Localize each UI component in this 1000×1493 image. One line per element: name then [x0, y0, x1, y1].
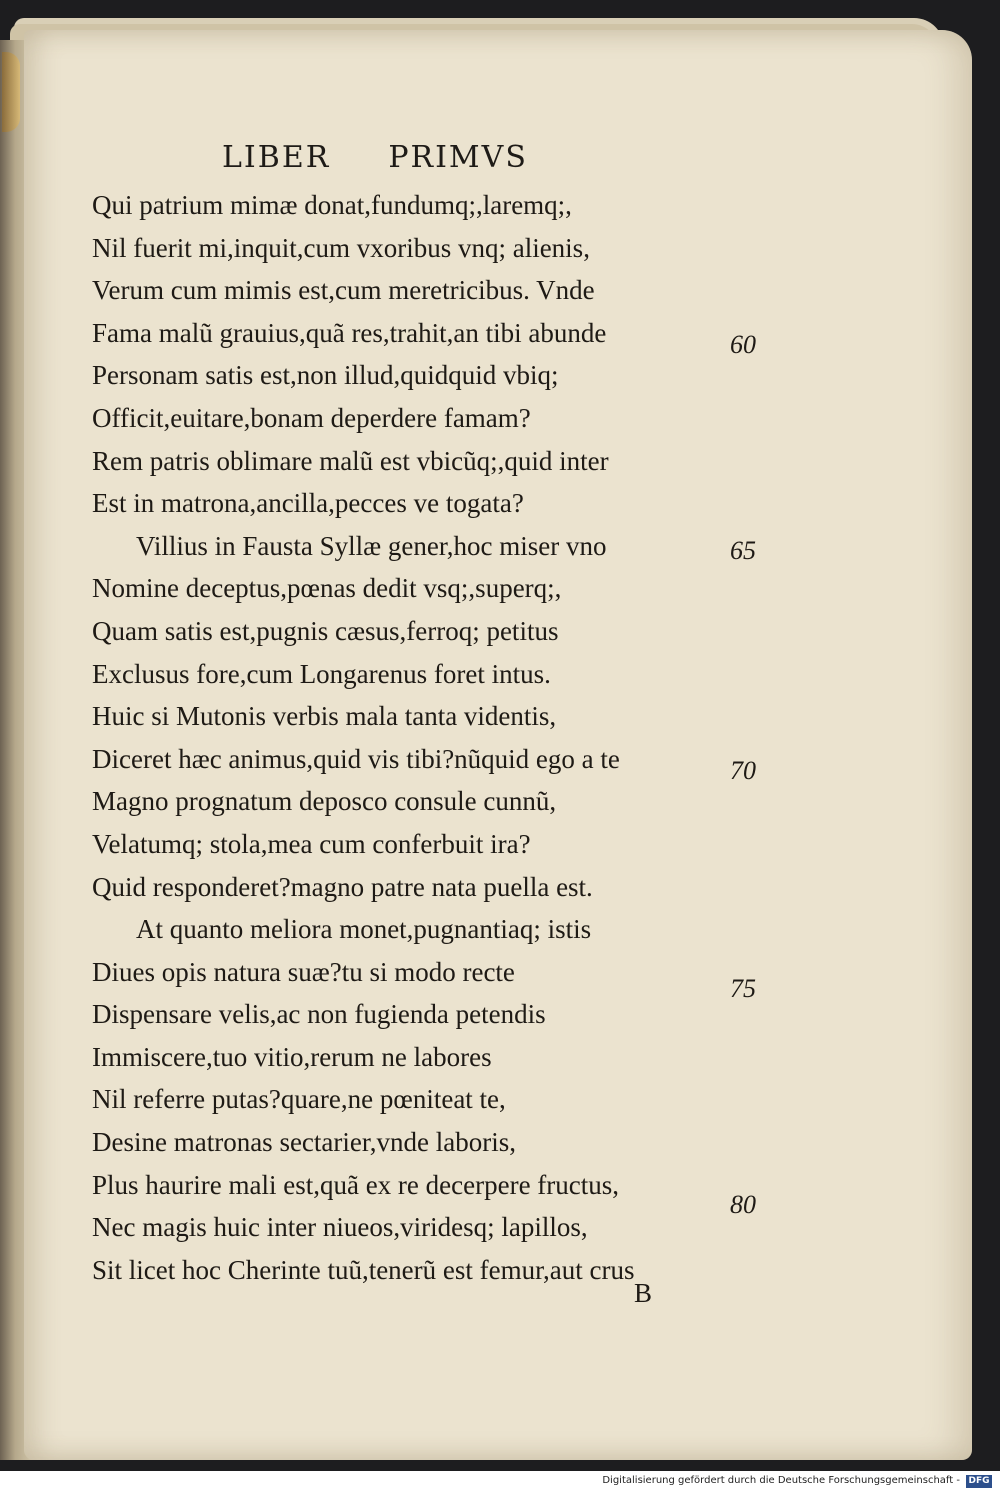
verse-line: Nec magis huic inter niueos,viridesq; lapillos,: [92, 1212, 588, 1243]
verse-block: [92, 184, 732, 1291]
verse-line: At quanto meliora monet,pugnantiaq; istis: [136, 914, 592, 945]
header-word-primus: PRIMVS: [388, 140, 528, 175]
verse-line: Quid responderet?magno patre nata puella est.: [92, 871, 593, 902]
verse-line: Immiscere,tuo vitio,rerum ne labores: [92, 1041, 492, 1072]
verse-line: Verum cum mimis est,cum meretricibus. Vnde: [92, 275, 595, 306]
line-number-75: 75: [730, 974, 756, 1003]
line-number-60: 60: [730, 330, 756, 359]
book-page: [24, 30, 972, 1460]
footer-bar: [0, 1471, 1000, 1493]
verse-line: Nil referre putas?quare,ne pœniteat te,: [92, 1084, 506, 1115]
verse-line: Nil fuerit mi,inquit,cum vxoribus vnq; alienis,: [92, 232, 590, 263]
verse-line: Huic si Mutonis verbis mala tanta videntis,: [92, 701, 557, 732]
verse-line: Plus haurire mali est,quã ex re decerpere fructus,: [92, 1169, 620, 1200]
verse-line: Velatumq; stola,mea cum conferbuit ira?: [92, 828, 531, 859]
verse-line: Quam satis est,pugnis cæsus,ferroq; petitus: [92, 615, 559, 646]
verse-line: Personam satis est,non illud,quidquid vbiq;: [92, 360, 559, 391]
verse-line: Officit,euitare,bonam deperdere famam?: [92, 402, 531, 433]
verse-line: Fama malũ grauius,quã res,trahit,an tibi abunde: [92, 317, 607, 348]
verse-line: Dispensare velis,ac non fugienda petendis: [92, 999, 546, 1030]
line-number-80: 80: [730, 1190, 756, 1219]
funding-credit: Digitalisierung gefördert durch die Deutsche Forschungsgemeinschaft -: [602, 1475, 960, 1486]
verse-line: Qui patrium mimæ donat,fundumq;,laremq;,: [92, 190, 572, 220]
verse-line: Magno prognatum deposco consule cunnũ,: [92, 786, 557, 817]
verse-line: Est in matrona,ancilla,pecces ve togata?: [92, 488, 524, 519]
verse-line: Diues opis natura suæ?tu si modo recte: [92, 956, 515, 987]
page-curl: [2, 52, 20, 132]
verse-line: Nomine deceptus,pœnas dedit vsq;,superq;,: [92, 573, 562, 604]
verse-line: Desine matronas sectarier,vnde laboris,: [92, 1127, 517, 1158]
line-number-65: 65: [730, 536, 756, 565]
line-number-70: 70: [730, 756, 756, 785]
verse-line: Diceret hæc animus,quid vis tibi?nũquid ego a te: [92, 743, 620, 774]
verse-line: Rem patris oblimare malũ est vbicũq;,quid inter: [92, 445, 609, 476]
verse-line: Exclusus fore,cum Longarenus foret intus.: [92, 658, 551, 689]
header-word-liber: LIBER: [222, 140, 331, 175]
verse-line: Villius in Fausta Syllæ gener,hoc miser vno: [136, 530, 607, 561]
verse-line: Sit licet hoc Cherinte tuũ,tenerũ est femur,aut crus: [92, 1254, 635, 1285]
running-header: [222, 140, 528, 175]
signature-mark: B: [634, 1278, 653, 1308]
dfg-logo-icon[interactable]: DFG: [966, 1475, 992, 1488]
